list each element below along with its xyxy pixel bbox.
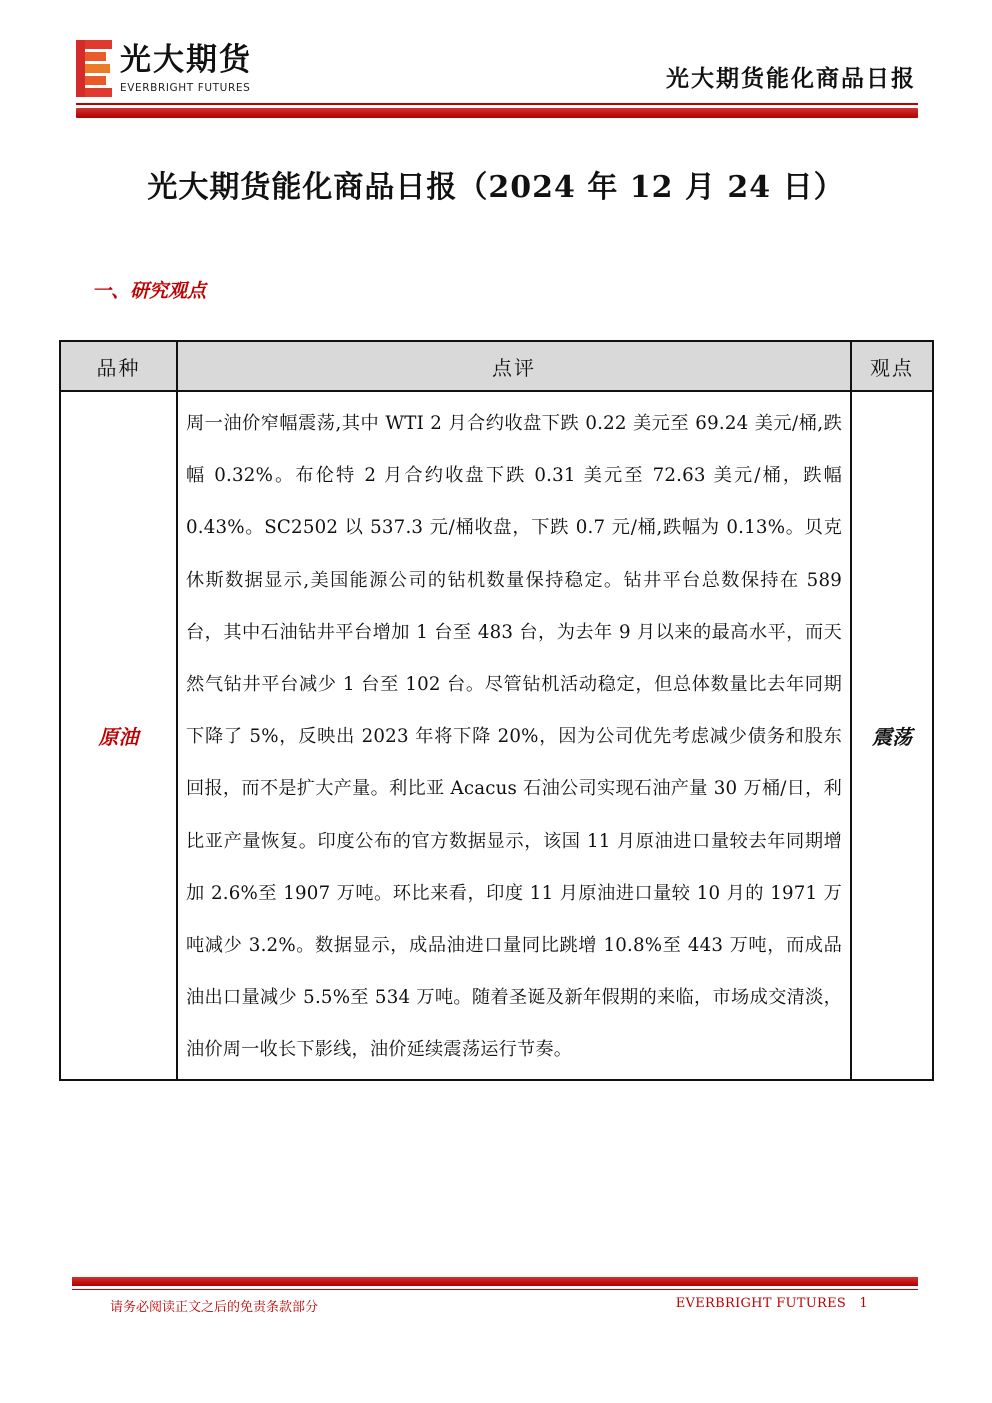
company-logo xyxy=(76,40,296,100)
variety-cell: 原油 xyxy=(60,391,177,1080)
footer-brand: EVERBRIGHT FUTURES xyxy=(675,1296,847,1311)
section-heading: 一、研究观点 xyxy=(92,280,207,302)
logo-english-name: EVERBRIGHT FUTURES xyxy=(120,82,251,94)
header-divider-thin xyxy=(76,103,918,105)
comment-cell: 周一油价窄幅震荡,其中 WTI 2 月合约收盘下跌 0.22 美元至 69.24 美元/桶,跌幅 0.32%。布伦特 2 月合约收盘下跌 0.31 美元至 72.63 美元/桶，跌幅 0.43%。SC2502 以 537.3 元/桶收盘，下跌 0.7 元/桶,跌幅为 0.13%。贝克休斯数据显示,美国能源公司的钻机数量保持稳定。钻井平台总数保持在 589 台，其中石油钻井平台增加 1 台至 483 台，为去年 9 月以来的最高水平，而天然气钻井平台减少 1 台至 102 台。尽管钻机活动稳定，但总体数量比去年同期下降了 5%，反映出 2023 年将下降 20%，因为公司优先考虑减少债务和股东回报，而不是扩大产量。利比亚 Acacus 石油公司实现石油产量 30 万桶/日，利比亚产量恢复。印度公布的官方数据显示，该国 11 月原油进口量较去年同期增加 2.6%至 1907 万吨。环比来看，印度 11 月原油进口量较 10 月的 1971 万吨减少 3.2%。数据显示，成品油进口量同比跳增 10.8%至 443 万吨，而成品油出口量减少 5.5%至 534 万吨。随着圣诞及新年假期的来临，市场成交清淡，油价周一收长下影线，油价延续震荡运行节奏。 xyxy=(177,391,851,1080)
table-header-row xyxy=(60,341,933,391)
research-view-table xyxy=(59,340,934,1081)
page-number: 1 xyxy=(859,1296,868,1311)
header-divider-thick xyxy=(76,108,918,118)
disclaimer-note: 请务必阅读正文之后的免责条款部分 xyxy=(110,1300,319,1315)
header-comment: 点评 xyxy=(177,341,851,391)
viewpoint-cell: 震荡 xyxy=(851,391,933,1080)
everbright-logo-icon xyxy=(76,40,112,98)
footer-divider-thick xyxy=(72,1277,918,1286)
footer-brand-page xyxy=(676,1296,868,1311)
logo-chinese-name: 光大期货 xyxy=(120,42,252,78)
footer-divider-thin xyxy=(72,1289,918,1290)
report-series-title: 光大期货能化商品日报 xyxy=(666,65,916,92)
header-viewpoint: 观点 xyxy=(851,341,933,391)
header-variety: 品种 xyxy=(60,341,177,391)
document-title: 光大期货能化商品日报（2024 年 12 月 24 日） xyxy=(147,170,845,205)
table-row xyxy=(60,391,933,1080)
